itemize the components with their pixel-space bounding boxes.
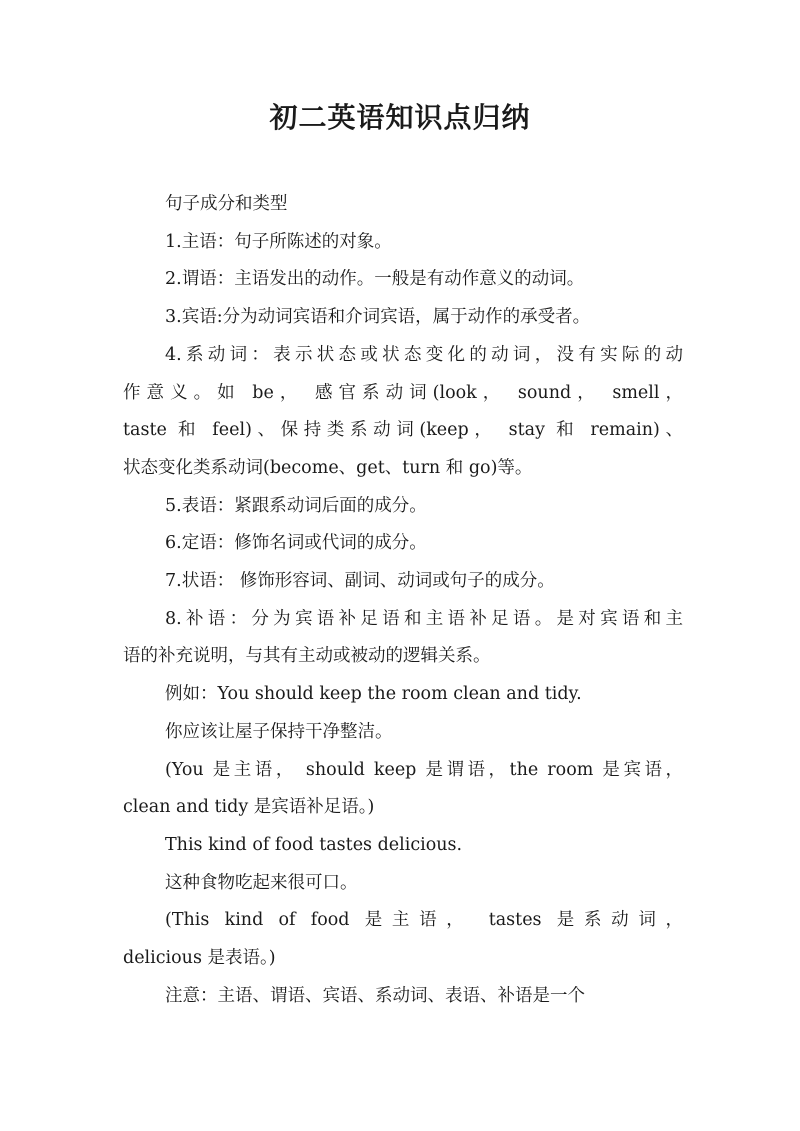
example-sentence: 例如：You should keep the room clean and tidy. [165,684,582,705]
example-sentence: This kind of food tastes delicious. [165,834,463,855]
example-analysis: delicious 是表语。) [123,948,276,969]
paragraph-line: 7.状语： 修饰形容词、副词、动词或句子的成分。 [165,571,555,592]
paragraph-line: 状态变化类系动词(become、get、turn 和 go)等。 [123,457,533,478]
section-heading: 句子成分和类型 [165,194,288,214]
paragraph-line: 2.谓语：主语发出的动作。一般是有动作意义的动词。 [165,269,585,290]
paragraph-line: 1.主语：句子所陈述的对象。 [165,231,392,252]
example-analysis: (You 是主语， should keep 是谓语，the room 是宾语， [165,759,683,780]
example-analysis: clean and tidy 是宾语补足语。) [123,797,375,818]
document-title: 初二英语知识点归纳 [269,101,531,134]
example-analysis: (This kind of food 是主语， tastes 是系动词， [165,910,683,931]
example-translation: 你应该让屋子保持干净整洁。 [165,721,393,742]
paragraph-line: 3.宾语:分为动词宾语和介词宾语，属于动作的承受者。 [165,307,591,328]
paragraph-line: 8.补语：分为宾语补足语和主语补足语。是对宾语和主 [165,608,683,629]
paragraph-line: 4.系动词：表示状态或状态变化的动词，没有实际的动 [165,344,683,365]
example-translation: 这种食物吃起来很可口。 [165,872,358,893]
paragraph-line: 语的补充说明，与其有主动或被动的逻辑关系。 [123,646,491,667]
paragraph-line: taste 和 feel)、保持类系动词(keep， stay 和 remain)、 [123,420,683,441]
paragraph-line: 5.表语：紧跟系动词后面的成分。 [165,495,427,516]
document-body [123,186,683,1015]
paragraph-line: 作意义。如 be， 感官系动词(look， sound， smell， [123,382,683,403]
paragraph-line: 6.定语：修饰名词或代词的成分。 [165,533,427,554]
note-line: 注意：主语、谓语、宾语、系动词、表语、补语是一个 [165,985,585,1006]
